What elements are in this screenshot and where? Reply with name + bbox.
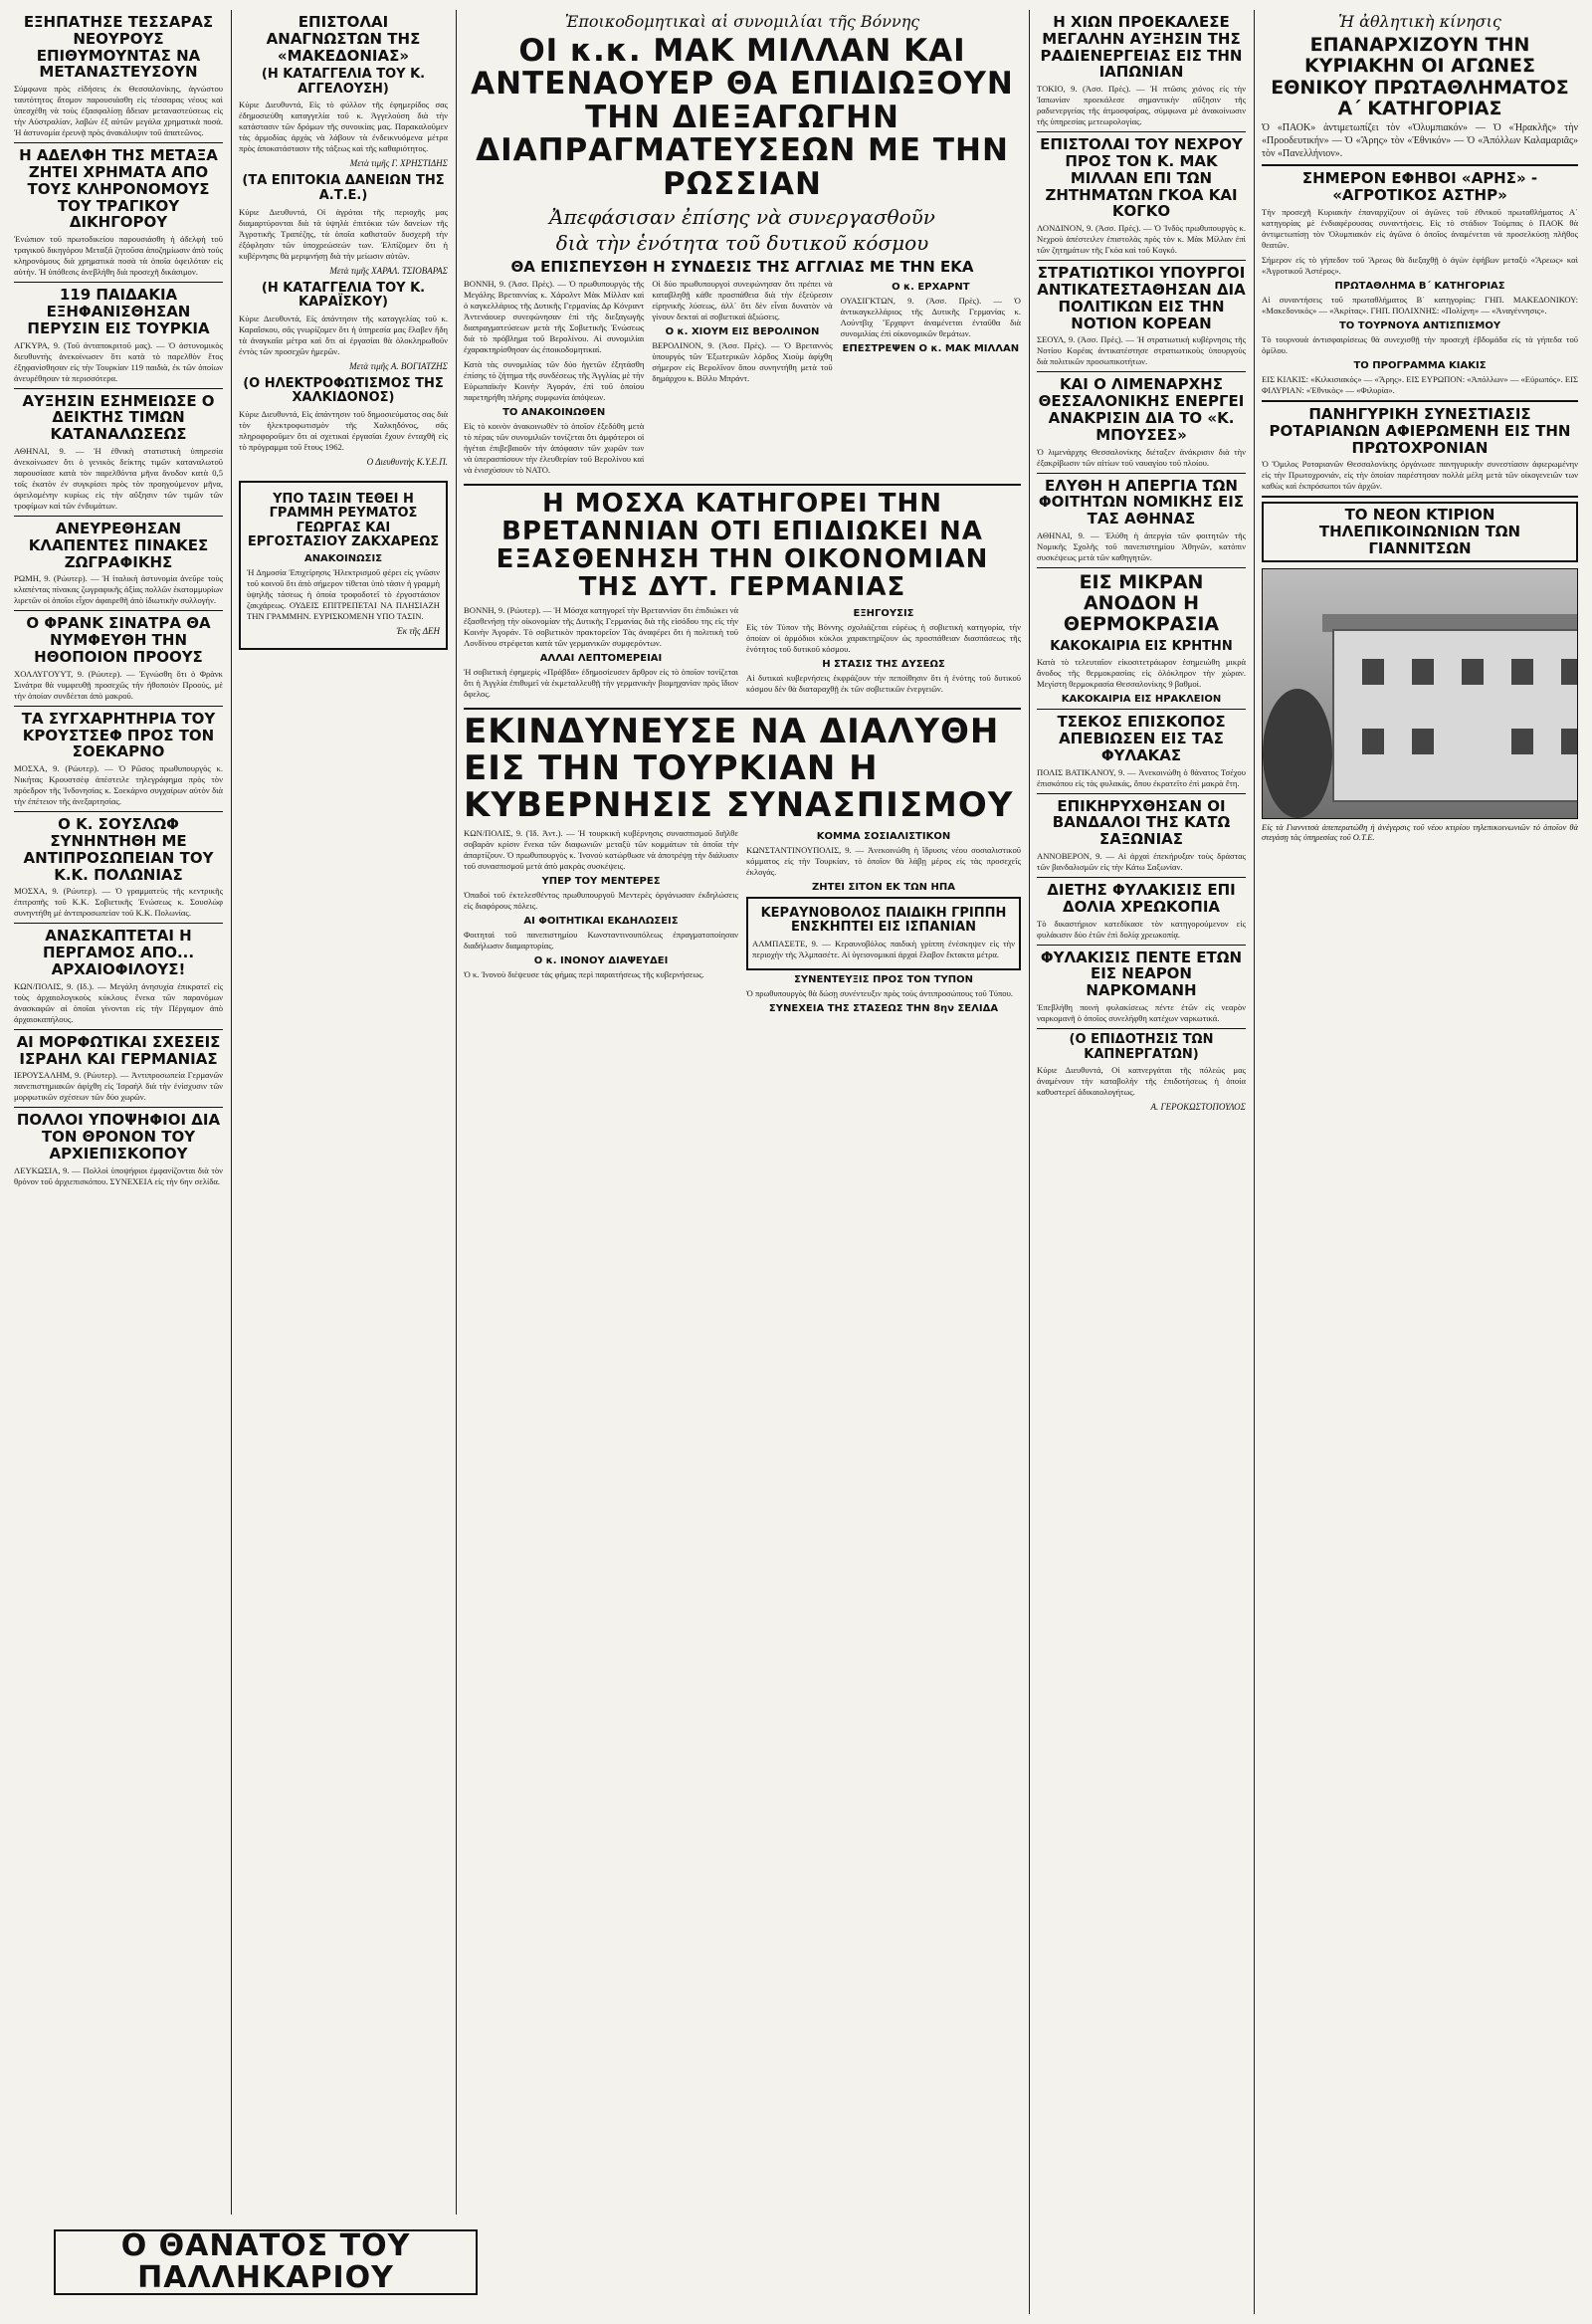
headline-children: 119 ΠΑΙΔΑΚΙΑ ΕΞΗΦΑΝΙΣΘΗΣΑΝ ΠΕΡΥΣΙΝ ΕΙΣ ΤΟΥΡΚΙΑ — [27, 286, 210, 337]
subhead-b-division: ΠΡΩΤΑΘΛΗΜΑ Β΄ ΚΑΤΗΓΟΡΙΑΣ — [1334, 281, 1505, 293]
article-czech-bishop: ΠΟΛΙΣ ΒΑΤΙΚΑΝΟΥ, 9. — Ἀνεκοινώθη ὁ θάνατος Τσέχου ἐπισκόπου εἰς τὰς φυλακάς, ὅπου ἐκρατεῖτο ἐπὶ μακρὰ ἔτη. — [1037, 766, 1246, 788]
subhead-heraklion: ΚΑΚΟΚΑΙΡΙΑ ΕΙΣ ΗΡΑΚΛΕΙΟΝ — [1061, 694, 1222, 706]
window — [1412, 729, 1434, 754]
turkey-article-7: Ὁ κ. Ἰνονοὺ διέψευσε τὰς φήμας περὶ παραιτήσεως τῆς κυβερνήσεως. — [464, 968, 704, 979]
divider — [1262, 496, 1578, 498]
subhead-returned: ΕΠΕΣΤΡΕΨΕΝ Ο κ. ΜΑΚ ΜΙΛΛΑΝ — [842, 343, 1020, 355]
subhead-angelousi: (Η ΚΑΤΑΓΓΕΛΙΑ ΤΟΥ Κ. ΑΓΓΕΛΟΥΣΗ) — [261, 67, 426, 97]
article-israel: ΙΕΡΟΥΣΑΛΗΜ, 9. (Ρώυτερ). — Ἀντιπροσωπεία Γερμανῶν πανεπιστημιακῶν ἀφίχθη εἰς Ἰσραὴλ διὰ τὴν ἐνίσχυσιν τῶν μορφωτικῶν σχέσεων τῶν δύο χωρῶν. — [14, 1070, 223, 1103]
newspaper-page — [14, 10, 1578, 2314]
subhead-erhard: Ο κ. ΕΡΧΑΡΝΤ — [892, 282, 970, 294]
article-archbishop: ΛΕΥΚΩΣΙΑ, 9. — Πολλοὶ ὑποψήφιοι ἐμφανίζονται διὰ τὸν θρόνον τοῦ ἀρχιεπισκόπου. ΣΥΝΕΧΕΙΑ εἰς τὴν 6ην σελίδα. — [14, 1164, 223, 1186]
subhead-tennis: ΤΟ ΤΟΥΡΝΟΥΑ ΑΝΤΙΣΠΙΣΜΟΥ — [1338, 320, 1501, 332]
headline-israel: ΑΙ ΜΟΡΦΩΤΙΚΑΙ ΣΧΕΣΕΙΣ ΙΣΡΑΗΛ ΚΑΙ ΓΕΡΜΑΝΙΑΣ — [16, 1032, 221, 1068]
subhead-kilkis: ΤΟ ΠΡΟΓΡΑΜΜΑ ΚΙΑΚΙΣ — [1353, 360, 1487, 372]
tree — [1263, 689, 1332, 818]
subhead-socialist: ΚΟΜΜΑ ΣΟΣΙΑΛΙΣΤΙΚΟΝ — [816, 830, 951, 842]
main-headline: ΟΙ κ.κ. ΜΑΚ ΜΙΛΛΑΝ ΚΑΙ ΑΝΤΕΝΑΟΥΕΡ ΘΑ ΕΠΙΔΙΩΞΟΥΝ ΤΗΝ ΔΙΕΞΑΓΩΓΗΝ ΔΙΑΠΡΑΓΜΑΤΕΥΣΕΩΝ ΜΕ ΤΗΝ ΡΩΣΣΙΑΝ — [471, 33, 1014, 202]
article-sinatra: ΧΟΛΛΥΓΟΥΥΤ, 9. (Ρώυτερ). — Ἐγνώσθη ὅτι ὁ Φρὰνκ Σινάτρα θὰ νυμφευθῇ προσεχῶς τὴν ἠθοποιὸν Προούς, μὲ τὴν ὁποίαν συνδέεται ἀπὸ μακροῦ. — [14, 668, 223, 701]
notice-text: Ἡ Δημοσία Ἐπιχείρησις Ἠλεκτρισμοῦ φέρει εἰς γνῶσιν τοῦ κοινοῦ ὅτι ἀπὸ σήμερον τίθεται ὑπὸ τάσιν ἡ γραμμὴ ὑψηλῆς τάσεως ἡ ὁποία τροφοδοτεῖ τὸ ἐργοστάσιον ζακχάρεως. ΟΥΔΕΙΣ ΕΠΙΤΡΕΠΕΤΑΙ ΝΑ ΠΛΗΣΙΑΖΗ ΤΗΝ ΓΡΑΜΜΗΝ. ΕΥΡΙΣΚΟΜΕΝΗ ΥΠΟ ΤΑΣΙΝ. — [247, 566, 440, 621]
turkey-col-a — [464, 828, 738, 1017]
headline-flu: ΚΕΡΑΥΝΟΒΟΛΟΣ ΠΑΙΔΙΚΗ ΓΡΙΠΠΗ ΕΝΣΚΗΠΤΕΙ ΕΙΣ ΙΣΠΑΝΙΑΝ — [760, 905, 1007, 936]
top-kicker: Ἐποικοδομητικαὶ αἱ συνομιλίαι τῆς Βόννης — [564, 12, 920, 31]
main-article-3: Εἰς τὸ κοινὸν ἀνακοινωθὲν τὸ ὁποῖον ἐξεδόθη μετὰ τὸ πέρας τῶν συνομιλιῶν τονίζεται ὅτι ἀμφότεροι οἱ ἡγέται ἐπιβεβαιοῦν τὴν ἀπόφασιν τῶν χωρῶν των νὰ ὑπερασπίσουν τὴν ἐλευθερίαν τοῦ Βερολίνου καὶ νὰ ἐνισχύσουν τὸ ΝΑΤΟ. — [464, 421, 645, 476]
divider — [464, 484, 1021, 486]
photo-telecom-building — [1262, 568, 1578, 819]
article-children: ΑΓΚΥΡΑ, 9. (Τοῦ ἀνταποκριτοῦ μας). — Ὁ ἀστυνομικὸς διευθυντὴς ἀνεκοίνωσεν ὅτι κατὰ τὸ παρελθὸν ἔτος ἐξηφανίσθησαν εἰς τὴν Τουρκίαν 119 παιδιὰ, ἐκ τῶν ὁποίων ἀνευρέθησαν τὰ περισσότερα. — [14, 339, 223, 383]
article-fixtures: Ὁ «ΠΑΟΚ» ἀντιμετωπίζει τὸν «Ὀλυμπιακόν» — Ὁ «Ἡρακλῆς» τὴν «Προοδευτικήν» — Ὁ «Ἄρης» τὸν «Ἐθνικόν» — Ὁ «Ἀπόλλων Καλαμαριᾶς» τὸν «Πανελλήνιον». — [1262, 122, 1578, 159]
letter-karaiskou: Κύριε Διευθυντά, Εἰς ἀπάντησιν τῆς καταγγελίας τοῦ κ. Καραΐσκου, σᾶς γνωρίζομεν ὅτι ἡ ὑπηρεσία μας ἔλαβεν ἤδη τὰ ἀναγκαῖα μέτρα καὶ ὅτι αἱ ἐργασίαι θὰ ὁλοκληρωθοῦν ἐντὸς τῶν προσεχῶν ἡμερῶν. — [239, 313, 448, 356]
article-nehru: ΛΟΝΔΙΝΟΝ, 9. (Ἀσσ. Πρὲς). — Ὁ Ἰνδὸς πρωθυπουργὸς κ. Νεχροὺ ἀπέστειλεν ἐπιστολὰς πρὸς τὸν κ. Μὰκ Μίλλαν ἐπὶ τῶν ζητημάτων τῆς Γκόα καὶ τοῦ Κογκό. — [1037, 223, 1246, 256]
window — [1462, 659, 1484, 685]
headline-nehru: ΕΠΙΣΤΟΛΑΙ ΤΟΥ ΝΕΧΡΟΥ ΠΡΟΣ ΤΟΝ Κ. ΜΑΚ ΜΙΛΛΑΝ ΕΠΙ ΤΩΝ ΖΗΤΗΜΑΤΩΝ ΓΚΟΑ ΚΑΙ ΚΟΓΚΟ — [1040, 135, 1243, 221]
window — [1561, 659, 1578, 685]
divider — [14, 811, 223, 812]
headline-tobacco-workers: (Ο ΕΠΙΔΟΤΗΣΙΣ ΤΩΝ ΚΑΠΝΕΡΓΑΤΩΝ) — [1069, 1032, 1214, 1062]
divider — [1037, 793, 1246, 794]
headline-rotarians: ΠΑΝΗΓΥΡΙΚΗ ΣΥΝΕΣΤΙΑΣΙΣ ΡΟΤΑΡΙΑΝΩΝ ΑΦΙΕΡΩΜΕΝΗ ΕΙΣ ΤΗΝ ΠΡΩΤΟΧΡΟΝΙΑΝ — [1269, 405, 1571, 457]
moscow-article-2: Εἰς τὸν Τύπον τῆς Βόννης σχολιάζεται εὐρέως ἡ σοβιετικὴ κατηγορία, τὴν ὁποίαν οἱ ἁρμόδιοι κύκλοι χαρακτηρίζουν ὡς προσπάθειαν διασπάσεως τῆς ἑνότητος τοῦ δυτικοῦ κόσμου. — [746, 622, 1021, 655]
headline-paintings: ΑΝΕΥΡΕΘΗΣΑΝ ΚΛΑΠΕΝΤΕΣ ΠΙΝΑΚΕΣ ΖΩΓΡΑΦΙΚΗΣ — [28, 519, 209, 571]
subhead-wheat: ΖΗΤΕΙ ΣΙΤΟΝ ΕΚ ΤΩΝ ΗΠΑ — [812, 881, 955, 893]
main-subhead-1: Ἀπεφάσισαν ἐπίσης νὰ συνεργασθοῦν — [549, 205, 935, 230]
divider — [14, 388, 223, 389]
main-article-4: Οἱ δύο πρωθυπουργοὶ συνεφώνησαν ὅτι πρέπει νὰ καταβληθῇ κάθε προσπάθεια διὰ τὴν ἐξεύρεσιν εἰρηνικῆς λύσεως, ἀλλ᾽ ὅτι δὲν εἶναι δυνατὸν νὰ γίνουν δεκταὶ αἱ σοβιετικαὶ ἀξιώσεις. — [652, 279, 833, 322]
headline-pallikari: Ο ΘΑΝΑΤΟΣ ΤΟΥ ΠΑΛΛΗΚΑΡΙΟΥ — [120, 2227, 411, 2295]
main-article-1: ΒΟΝΝΗ, 9. (Ἀσσ. Πρὲς). — Ὁ πρωθυπουργὸς τῆς Μεγάλης Βρεταννίας κ. Χάρολντ Μὰκ Μίλλαν καὶ ὁ καγκελλάριος τῆς Δυτικῆς Γερμανίας Δρ Κόνραντ Ἀντενάουερ συνεφώνησαν ἐπὶ τῆς διεξαγωγῆς διαπραγματεύσεων μετὰ τῆς Σοβιετικῆς Ἑνώσεως διὰ τὸ πρόβλημα τοῦ Βερολίνου. Αἱ συνομιλίαι ἐχαρακτηρίσθησαν ὡς ἐποικοδομητικαί. — [464, 279, 645, 355]
column-1 — [14, 10, 223, 2314]
signature: Μετὰ τιμῆς ΧΑΡΑΛ. ΤΣΙΟΒΑΡΑΣ — [329, 265, 448, 276]
headline-khrushchev: ΤΑ ΣΥΓΧΑΡΗΤΗΡΙΑ ΤΟΥ ΚΡΟΥΣΤΣΕΦ ΠΡΟΣ ΤΟΝ ΣΟΕΚΑΡΝΟ — [21, 709, 216, 761]
headline-price-index: ΑΥΞΗΣΙΝ ΕΣΗΜΕΙΩΣΕ Ο ΔΕΙΚΤΗΣ ΤΙΜΩΝ ΚΑΤΑΝΑΛΩΣΕΩΣ — [22, 391, 215, 444]
divider — [14, 282, 223, 283]
building-facade — [1332, 629, 1578, 802]
headline-telecom-building: ΤΟ ΝΕΟΝ ΚΤΙΡΙΟΝ ΤΗΛΕΠΙΚΟΙΝΩΝΙΩΝ ΤΩΝ ΓΙΑΝΝΙΤΣΩΝ — [1262, 502, 1578, 561]
divider — [1037, 473, 1246, 474]
article-rotarians: Ὁ Ὅμιλος Ροταριανῶν Θεσσαλονίκης ὀργάνωσε πανηγυρικὴν συνεστίασιν ἀφιερωμένην εἰς τὴν Πρωτοχρονιάν, εἰς τὴν ὁποίαν παρέστησαν πολλὰ μέλη μετὰ τῶν οἰκογενειῶν των καθὼς καὶ ἐκπρόσωποι τῶν ἀρχῶν. — [1262, 459, 1578, 492]
article-tobacco-workers: Κύριε Διευθυντά, Οἱ καπνεργάται τῆς πόλεώς μας ἀναμένουν τὴν καταβολὴν τῆς ἐπιδοτήσεως ἡ ὁποία καθυστερεῖ ἀδικαιολογήτως. — [1037, 1065, 1246, 1098]
headline-harbour-master: ΚΑΙ Ο ΛΙΜΕΝΑΡΧΗΣ ΘΕΣΣΑΛΟΝΙΚΗΣ ΕΝΕΡΓΕΙ ΑΝΑΚΡΙΣΙΝ ΔΙΑ ΤΟ «Κ. ΜΠΟΥΣΕΣ» — [1038, 375, 1245, 444]
divider — [1262, 164, 1578, 166]
subhead-electrification: (Ο ΗΛΕΚΤΡΟΦΩΤΙΣΜΟΣ ΤΗΣ ΧΑΛΚΙΔΟΝΟΣ) — [243, 375, 444, 406]
divider — [14, 923, 223, 924]
article-paintings: ΡΩΜΗ, 9. (Ρώυτερ). — Ἡ ἰταλικὴ ἀστυνομία ἀνεῦρε τοὺς κλαπέντας πίνακας ζωγραφικῆς ἀξίας πολλῶν ἑκατομμυρίων λιρετῶν οἱ ὁποῖοι εἶχον ἀφαιρεθῆ ἀπὸ ἰδιωτικὴν συλλογήν. — [14, 573, 223, 606]
divider — [1037, 567, 1246, 568]
article-championship: Τὴν προσεχῆ Κυριακὴν ἐπαναρχίζουν οἱ ἀγῶνες τοῦ ἐθνικοῦ πρωταθλήματος Α΄ κατηγορίας μὲ ἐνδιαφέρουσας συναντήσεις. Εἰς τὸ στάδιον Τούμπας ὁ ΠΑΟΚ θὰ ἀντιμετωπίσῃ τὸν Ὀλυμπιακὸν εἰς ἀγῶνα ὁ ὁποῖος ἀναμένεται νὰ προσελκύσῃ πλῆθος θεατῶν. — [1262, 207, 1578, 251]
letter-angelousi: Κύριε Διευθυντά, Εἰς τὸ φύλλον τῆς ἐφημερίδος σας ἐδημοσιεύθη καταγγελία τοῦ κ. Ἀγγελούση διὰ τὴν κατάστασιν τῶν δρόμων τῆς συνοικίας μας. Παρακαλοῦμεν τὰς ἁρμοδίας ἀρχὰς νὰ λάβουν τὰ ἐνδεικνυόμενα μέτρα πρὸς ἀποκατάστασιν τῆς τάξεως καὶ τῆς καθαριότητος. — [239, 100, 448, 154]
article-metaxa: Ἐνώπιον τοῦ πρωτοδικείου παρουσιάσθη ἡ ἀδελφὴ τοῦ τραγικοῦ δικηγόρου Μεταξᾶ ζητοῦσα ἀποζημίωσιν ἀπὸ τοὺς κληρονόμους διὰ χρηματικὰ ποσὰ τὰ ὁποῖα ὀφειλόταν εἰς αὐτήν. Ἡ ὑπόθεσις ἀνεβλήθη διὰ προσεχῆ δικάσιμον. — [14, 234, 223, 278]
box-death-pallikari — [54, 2229, 478, 2295]
article-suslov: ΜΟΣΧΑ, 9. (Ρώυτερ). — Ὁ γραμματεὺς τῆς κεντρικῆς ἐπιτροπῆς τοῦ Κ.Κ. Σοβιετικῆς Ἑνώσεως κ. Σουσλὼφ συνηντήθη μὲ ἀντιπροσωπείαν τοῦ Κ.Κ. Πολωνίας. — [14, 886, 223, 919]
divider — [1037, 1028, 1246, 1029]
moscow-article-4: Αἱ δυτικαὶ κυβερνήσεις ἐκφράζουν τὴν πεποίθησιν ὅτι ἡ ἑνότης τοῦ δυτικοῦ κόσμου δὲν θὰ διαταραχθῇ ἐκ τῶν σοβιετικῶν ἐνεργειῶν. — [746, 673, 1021, 695]
sports-kicker: Ἡ ἀθλητικὴ κίνησις — [1338, 12, 1501, 31]
column-sports — [1262, 10, 1578, 2314]
headline-bankruptcy: ΔΙΕΤΗΣ ΦΥΛΑΚΙΣΙΣ ΕΠΙ ΔΟΛΙΑ ΧΡΕΩΚΟΠΙΑ — [1047, 881, 1236, 916]
divider — [1037, 260, 1246, 261]
divider — [14, 610, 223, 611]
window — [1561, 729, 1578, 754]
signature: Ο Διευθυντὴς Κ.Υ.Ε.Π. — [366, 456, 448, 467]
subhead-home: Ο κ. ΧΙΟΥΜ ΕΙΣ ΒΕΡΟΛΙΝΟΝ — [665, 326, 820, 338]
letter-electrification: Κύριε Διευθυντά, Εἰς ἀπάντησιν τοῦ δημοσιεύματος σας διὰ τὸν ἠλεκτροφωτισμὸν τῆς Χαλκηδόνος, σᾶς πληροφοροῦμεν ὅτι αἱ σχετικαὶ ἐργασίαι ἔχουν ἐνταχθῆ εἰς τὸ πρόγραμμα τοῦ ἔτους 1962. — [239, 408, 448, 452]
box-power-line-notice — [239, 481, 448, 650]
headline-czech-bishop: ΤΣΕΚΟΣ ΕΠΙΣΚΟΠΟΣ ΑΠΕΒΙΩΣΕΝ ΕΙΣ ΤΑΣ ΦΥΛΑΚΑΣ — [1057, 713, 1226, 764]
divider — [14, 1029, 223, 1030]
turkey-article-3: Ὀπαδοὶ τοῦ ἐκτελεσθέντος πρωθυπουργοῦ Μεντερὲς ὀργάνωσαν ἐκδηλώσεις εἰς διαφόρους πόλεις. — [464, 889, 738, 911]
article-ephebes: Σήμερον εἰς τὸ γήπεδον τοῦ Ἄρεως θὰ διεξαχθῇ ὁ ἀγὼν ἐφήβων μεταξὺ «Ἄρεως» καὶ «Ἀγροτικοῦ Ἀστέρος». — [1262, 255, 1578, 277]
headline-pergamon: ΑΝΑΣΚΑΠΤΕΤΑΙ Η ΠΕΡΓΑΜΟΣ ΑΠΟ... ΑΡΧΑΙΟΦΙΛΟΥΣ! — [42, 927, 195, 978]
headline-archbishop: ΠΟΛΛΟΙ ΥΠΟΨΗΦΙΟΙ ΔΙΑ ΤΟΝ ΘΡΟΝΟΝ ΤΟΥ ΑΡΧΙΕΠΙΣΚΟΠΟΥ — [16, 1111, 221, 1162]
column-rule — [231, 10, 232, 2215]
main-col-b — [652, 279, 832, 480]
divider — [14, 1107, 223, 1108]
notice-signature: Ἐκ τῆς ΔΕΗ — [396, 625, 440, 636]
article-law-strike: ΑΘΗΝΑΙ, 9. — Ἐλύθη ἡ ἀπεργία τῶν φοιτητῶν τῆς Νομικῆς Σχολῆς τοῦ πανεπιστημίου Ἀθηνῶν, κατόπιν συσκέψεως μετὰ τῶν καθηγητῶν. — [1037, 529, 1246, 562]
continued-note: ΣΥΝΕΧΕΙΑ ΤΗΣ ΣΤΑΣΕΩΣ ΤΗΝ 8ην ΣΕΛΙΔΑ — [768, 1002, 999, 1014]
window — [1362, 659, 1384, 685]
subhead-interview: ΣΥΝΕΝΤΕΥΞΙΣ ΠΡΟΣ ΤΟΝ ΤΥΠΟΝ — [794, 973, 973, 985]
window — [1412, 659, 1434, 685]
article-tennis: Τὸ τουρνουὰ ἀντισφαιρίσεως θὰ συνεχισθῇ τὴν προσεχῆ ἑβδομάδα εἰς τὰ γήπεδα τοῦ ὁμίλου. — [1262, 334, 1578, 356]
divider — [1037, 877, 1246, 878]
subhead-students: ΑΙ ΦΟΙΤΗΤΙΚΑΙ ΕΚΔΗΛΩΣΕΙΣ — [523, 915, 679, 927]
turkey-article-4: Φοιτηταὶ τοῦ πανεπιστημίου Κωνσταντινουπόλεως ἐπραγματοποίησαν διαδήλωσιν διαμαρτυρίας. — [464, 929, 738, 951]
main-story — [464, 10, 1021, 2314]
subhead-karaiskou: (Η ΚΑΤΑΓΓΕΛΙΑ ΤΟΥ Κ. ΚΑΡΑΪΣΚΟΥ) — [261, 280, 426, 311]
main-article-2: Κατὰ τὰς συνομιλίας τῶν δύο ἡγετῶν ἐξητάσθη ἐπίσης τὸ ζήτημα τῆς συνδέσεως τῆς Ἀγγλίας μὲ τὴν Εὐρωπαϊκὴν Κοινὴν Ἀγοράν, ἐπὶ τοῦ ὁποίου παρετηρήθη πλήρης συμφωνία ἀπόψεων. — [464, 359, 645, 403]
signature: Μετὰ τιμῆς Α. ΒΟΓΙΑΤΖΗΣ — [349, 360, 448, 371]
headline-vandals: ΕΠΙΚΗΡΥΧΘΗΣΑΝ ΟΙ ΒΑΝΔΑΛΟΙ ΤΗΣ ΚΑΤΩ ΣΑΞΩΝΙΑΣ — [1052, 796, 1231, 849]
divider — [1262, 400, 1578, 402]
moscow-body-columns — [464, 605, 1021, 704]
article-b-division: Αἱ συναντήσεις τοῦ πρωταθλήματος Β΄ κατηγορίας: ΓΗΠ. ΜΑΚΕΔΟΝΙΚΟΥ: «Μακεδονικὸς» — «Ἀκρίτας». ΓΗΠ. ΠΟΛΙΧΝΗΣ: «Πολίχνη» — «Ἀναγέννησις». — [1262, 295, 1578, 317]
box-flu — [746, 897, 1021, 970]
article-vandals: ΑΝΝΟΒΕΡΟΝ, 9. — Αἱ ἀρχαὶ ἐπεκήρυξαν τοὺς δράστας τῶν βανδαλισμῶν εἰς τὴν Κάτω Σαξωνίαν. — [1037, 851, 1246, 873]
headline-drug-addict: ΦΥΛΑΚΙΣΙΣ ΠΕΝΤΕ ΕΤΩΝ ΕΙΣ ΝΕΑΡΟΝ ΝΑΡΚΟΜΑΝΗ — [1040, 948, 1243, 1000]
headline-championship: ΕΠΑΝΑΡΧΙΖΟΥΝ ΤΗΝ ΚΥΡΙΑΚΗΝ ΟΙ ΑΓΩΝΕΣ ΕΘΝΙΚΟΥ ΠΡΩΤΑΘΛΗΜΑΤΟΣ Α΄ ΚΑΤΗΓΟΡΙΑΣ — [1271, 34, 1569, 119]
column-rule — [1029, 10, 1030, 2314]
headline-temperature: ΕΙΣ ΜΙΚΡΑΝ ΑΝΟΔΟΝ Η ΘΕΡΜΟΚΡΑΣΙΑ — [1063, 570, 1220, 636]
moscow-col-b — [746, 605, 1021, 704]
window — [1511, 729, 1533, 754]
headline-metaxa: Η ΑΔΕΛΦΗ ΤΗΣ ΜΕΤΑΞΑ ΖΗΤΕΙ ΧΡΗΜΑΤΑ ΑΠΟ ΤΟΥΣ ΚΛΗΡΟΝΟΜΟΥΣ ΤΟΥ ΤΡΑΓΙΚΟΥ ΔΙΚΗΓΟΡΟΥ — [19, 146, 218, 232]
article-price-index: ΑΘΗΝΑΙ, 9. — Ἡ ἐθνικὴ στατιστικὴ ὑπηρεσία ἀνεκοίνωσεν ὅτι ὁ γενικὸς δείκτης τιμῶν καταναλωτοῦ παρουσίασε κατὰ τὸν παρελθόντα μῆνα ἄνοδον κατὰ 0,5 τοῖς ἑκατὸν ἐν συγκρίσει πρὸς τὸν προηγούμενον μῆνα, ὀφειλομένην κυρίως εἰς τὴν αὔξησιν τῶν τιμῶν τῶν τροφίμων καὶ τῶν ἐνδυμάτων. — [14, 445, 223, 511]
turkey-article-6: Ὁ πρωθυπουργὸς θὰ δώσῃ συνέντευξιν πρὸς τοὺς ἀντιπροσώπους τοῦ Τύπου. — [746, 987, 1014, 998]
article-pergamon: ΚΩΝ/ΠΟΛΙΣ, 9. (Ιδ.). — Μεγάλη ἀνησυχία ἐπικρατεῖ εἰς τοὺς ἀρχαιολογικοὺς κύκλους ἕνεκα τῶν παρανόμων ἀνασκαφῶν αἱ ὁποῖαι γίνονται εἰς τὴν Πέργαμον ἀπὸ ἀρχαιοκαπήλους. — [14, 980, 223, 1024]
article-khrushchev: ΜΟΣΧΑ, 9. (Ρώυτερ). — Ὁ Ρῶσος πρωθυπουργὸς κ. Νικήτας Κρουστσὲφ ἀπέστειλε τηλεγράφημα πρὸς τὸν πρόεδρον τῆς Ἰνδονησίας κ. Σοεκάρνο συγχαίρων αὐτὸν διὰ τὴν ἐπέτειον τῆς ἀνεξαρτησίας. — [14, 763, 223, 807]
headline-emigrants: ΕΞΗΠΑΤΗΣΕ ΤΕΣΣΑΡΑΣ ΝΕΟΥΡΟΥΣ ΕΠΙΘΥΜΟΥΝΤΑΣ ΝΑ ΜΕΤΑΝΑΣΤΕΥΣΟΥΝ — [23, 13, 214, 82]
headline-ephebes: ΣΗΜΕΡΟΝ ΕΦΗΒΟΙ «ΑΡΗΣ» - «ΑΓΡΟΤΙΚΟΣ ΑΣΤΗΡ» — [1301, 169, 1538, 205]
headline-snow-radiation: Η ΧΙΩΝ ΠΡΟΕΚΑΛΕΣΕ ΜΕΓΑΛΗΝ ΑΥΞΗΣΙΝ ΤΗΣ ΡΑΔΙΕΝΕΡΓΕΙΑΣ ΕΙΣ ΤΗΝ ΙΑΠΩΝΙΑΝ — [1040, 13, 1243, 82]
divider — [14, 516, 223, 517]
photo-caption: Εἰς τὰ Γιαννιτσὰ ἀπεπερατώθη ἡ ἀνέγερσις τοῦ νέου κτιρίου τηλεπικοινωνιῶν τὸ ὁποῖον θὰ στεγάσῃ τὰς ὑπηρεσίας τοῦ Ο.Τ.Ε. — [1262, 821, 1578, 843]
subhead-loans: (ΤΑ ΕΠΙΤΟΚΙΑ ΔΑΝΕΙΩΝ ΤΗΣ Α.Τ.Ε.) — [242, 173, 445, 204]
main-subhead-3: ΘΑ ΕΠΙΣΠΕΥΣΘΗ Η ΣΥΝΔΕΣΙΣ ΤΗΣ ΑΓΓΛΙΑΣ ΜΕ ΤΗΝ ΕΚΑ — [510, 258, 974, 277]
article-harbour-master: Ὁ λιμενάρχης Θεσσαλονίκης διέταξεν ἀνάκρισιν διὰ τὴν ἐξακρίβωσιν τῶν αἰτίων τοῦ ναυαγίου τοῦ πλοίου. — [1037, 446, 1246, 468]
subhead-crete: ΚΑΚΟΚΑΙΡΙΑ ΕΙΣ ΚΡΗΤΗΝ — [1050, 638, 1233, 654]
article-snow-radiation: ΤΟΚΙΟ, 9. (Ἀσσ. Πρὲς). — Ἡ πτῶσις χιόνος εἰς τὴν Ἰαπωνίαν προεκάλεσε σημαντικὴν αὔξησιν τῆς ραδιενεργείας τῆς ἀτμοσφαίρας, σύμφωνα μὲ ἀνακοίνωσιν τῆς ὑπηρεσίας μετεωρολογίας. — [1037, 84, 1246, 127]
letter-loans: Κύριε Διευθυντά, Οἱ ἀγρόται τῆς περιοχῆς μας διαμαρτύρονται διὰ τὰ ὑψηλὰ ἐπιτόκια τῶν δανείων τῆς Ἀγροτικῆς Τραπέζης, τὰ ὁποῖα καθιστοῦν δυσχερῆ τὴν ἐξόφλησιν τῶν ὑποχρεώσεών των. Ἐλπίζομεν ὅτι ἡ κυβέρνησις θὰ μεριμνήσῃ διὰ τὴν μείωσιν αὐτῶν. — [239, 206, 448, 261]
column-2 — [239, 10, 448, 2210]
divider — [1037, 945, 1246, 946]
window — [1362, 729, 1384, 754]
headline-suslov: Ο Κ. ΣΟΥΣΛΩΦ ΣΥΝΗΝΤΗΘΗ ΜΕ ΑΝΤΙΠΡΟΣΩΠΕΙΑΝ ΤΟΥ Κ.Κ. ΠΟΛΩΝΙΑΣ — [23, 815, 214, 884]
article-emigrants: Σύμφωνα πρὸς εἰδήσεις ἐκ Θεσσαλονίκης, ἀγνώστου ταυτότητος ἄτομον παρουσιάσθη εἰς τέσσαρας νέους καὶ ὑπεσχέθη νὰ τοὺς ἐξασφαλίσῃ ἄδειαν μεταναστεύσεως εἰς τὴν Αὐστραλίαν, λαβὼν ἐξ αὐτῶν μεγάλα χρηματικὰ ποσά. Ἡ ἀστυνομία ἐρευνᾷ πρὸς ἀνακάλυψιν τοῦ ἀπατεῶνος. — [14, 84, 223, 138]
article-kilkis: ΕΙΣ ΚΙΛΚΙΣ: «Κιλκισιακὸς» — «Ἄρης». ΕΙΣ ΕΥΡΩΠΟΝ: «Ἀπόλλων» — «Εὐρωπός». ΕΙΣ ΦΙΛΥΡΙΑΝ: «Ἐθνικὸς» — «Φιλυρία». — [1262, 374, 1578, 396]
main-body-columns — [464, 279, 1021, 480]
subhead-explanation: ΕΞΗΓΟΥΣΙΣ — [853, 608, 914, 620]
divider — [1037, 709, 1246, 710]
subhead-menderes: ΥΠΕΡ ΤΟΥ ΜΕΝΤΕΡΕΣ — [541, 875, 661, 887]
subhead-west-stance: Η ΣΤΑΣΙΣ ΤΗΣ ΔΥΣΕΩΣ — [822, 659, 945, 671]
divider — [14, 706, 223, 707]
divider — [464, 708, 1021, 710]
signature: Μετὰ τιμῆς Γ. ΧΡΗΣΤΙΔΗΣ — [349, 158, 448, 169]
turkey-article-2: ΚΩΝΣΤΑΝΤΙΝΟΥΠΟΛΙΣ, 9. — Ἀνεκοινώθη ἡ ἵδρυσις νέου σοσιαλιστικοῦ κόμματος εἰς τὴν Τουρκίαν, τὸ ὁποῖον θὰ λάβῃ μέρος εἰς τὰς προσεχεῖς ἐκλογάς. — [746, 844, 1021, 877]
main-subhead-2: διὰ τὴν ἑνότητα τοῦ δυτικοῦ κόσμου — [555, 231, 929, 256]
divider — [1037, 371, 1246, 372]
divider — [14, 142, 223, 143]
main-article-5: ΒΕΡΟΛΙΝΟΝ, 9. (Ἀσσ. Πρὲς). — Ὁ Βρεταννὸς ὑπουργὸς τῶν Ἐξωτερικῶν λόρδος Χιοὺμ ἀφίχθη σήμερον εἰς Βερολῖνον ὅπου συνηντήθη μετὰ τοῦ δημάρχου κ. Βίλλυ Μπράντ. — [652, 340, 833, 384]
article-temperature: Κατὰ τὸ τελευταῖον εἰκοσιτετράωρον ἐσημειώθη μικρὰ ἄνοδος τῆς θερμοκρασίας εἰς ὁλόκληρον τὴν χώραν. Μεγίστη θερμοκρασία Θεσσαλονίκης 9 βαθμοί. — [1037, 657, 1246, 690]
divider — [1037, 131, 1246, 132]
headline-law-strike: ΕΛΥΘΗ Η ΑΠΕΡΓΙΑ ΤΩΝ ΦΟΙΤΗΤΩΝ ΝΟΜΙΚΗΣ ΕΙΣ ΤΑΣ ΑΘΗΝΑΣ — [1038, 476, 1245, 528]
article-bankruptcy: Τὸ δικαστήριον κατεδίκασε τὸν κατηγορούμενον εἰς φυλάκισιν δύο ἐτῶν ἐπὶ δολίᾳ χρεωκοπίᾳ. — [1037, 918, 1246, 940]
article-drug-addict: Ἐπεβλήθη ποινὴ φυλακίσεως πέντε ἐτῶν εἰς νεαρὸν ναρκομανῆ ὁ ὁποῖος συνελήφθη κατέχων ναρκωτικά. — [1037, 1002, 1246, 1024]
turkey-body-columns — [464, 828, 1021, 1017]
article-korea: ΣΕΟΥΛ, 9. (Ἀσσ. Πρὲς). — Ἡ στρατιωτικὴ κυβέρνησις τῆς Νοτίου Κορέας ἀντικατέστησε στρατιωτικοὺς ὑπουργοὺς διὰ πολιτικῶν προσωπικοτήτων. — [1037, 334, 1246, 367]
headline-turkey-coalition: ΕΚΙΝΔΥΝΕΥΣΕ ΝΑ ΔΙΑΛΥΘΗ ΕΙΣ ΤΗΝ ΤΟΥΡΚΙΑΝ Η ΚΥΒΕΡΝΗΣΙΣ ΣΥΝΑΣΠΙΣΜΟΥ — [464, 712, 1014, 825]
turkey-col-b — [746, 828, 1021, 1017]
window — [1511, 659, 1533, 685]
column-rule — [456, 10, 457, 2215]
signature: Α. ΓΕΡΟΚΩΣΤΟΠΟΥΛΟΣ — [1150, 1102, 1246, 1113]
turkey-article-1: ΚΩΝ/ΠΟΛΙΣ, 9. (Ἰδ. Ἀντ.). — Ἡ τουρκικὴ κυβέρνησις συνασπισμοῦ διῆλθε σοβαρὰν κρίσιν ἕνεκα τῶν διαφωνιῶν μεταξὺ τῶν κομμάτων τὰ ὁποῖα τὴν ἀπαρτίζουν. Ὁ πρωθυπουργὸς κ. Ἰνονοὺ κατώρθωσε νὰ ἀποτρέψῃ τὴν διάλυσιν τοῦ συνασπισμοῦ μετὰ ἀπὸ μακρὰς συσκέψεις. — [464, 827, 738, 871]
notice-label: ΑΝΑΚΟΙΝΩΣΙΣ — [303, 552, 383, 564]
headline-sinatra: Ο ΦΡΑΝΚ ΣΙΝΑΤΡΑ ΘΑ ΝΥΜΦΕΥΘΗ ΤΗΝ ΗΘΟΠΟΙΟΝ ΠΡΟΟΥΣ — [26, 614, 211, 666]
headline-power-line: ΥΠΟ ΤΑΣΙΝ ΤΕΘΕΙ Η ΓΡΑΜΜΗ ΡΕΥΜΑΤΟΣ ΓΕΩΡΓΑΣ ΚΑΙ ΕΡΓΟΣΤΑΣΙΟΥ ΖΑΚΧΑΡΕΩΣ — [247, 491, 440, 550]
headline-moscow-accuses: Η ΜΟΣΧΑ ΚΑΤΗΓΟΡΕΙ ΤΗΝ ΒΡΕΤΑΝΝΙΑΝ ΟΤΙ ΕΠΙΔΙΩΚΕΙ ΝΑ ΕΞΑΣΘΕΝΗΣΗ ΤΗΝ ΟΙΚΟΝΟΜΙΑΝ ΤΗΣ ΔΥΤ. ΓΕΡΜΑΝΙΑΣ — [496, 489, 989, 603]
flu-article: ΑΛΜΠΑΣΕΤΕ, 9. — Κεραυνοβόλος παιδικὴ γρίππη ἐνέσκηψεν εἰς τὴν περιοχὴν τῆς Ἀλμπασέτε. Αἱ ὑγειονομικαὶ ἀρχαὶ ἔλαβον ἔκτακτα μέτρα. — [752, 938, 1015, 959]
moscow-article-3: Ἡ σοβιετικὴ ἐφημερὶς «Πράβδα» ἐδημοσίευσεν ἄρθρον εἰς τὸ ὁποῖον τονίζεται ὅτι ἡ Ἀγγλία ἐπιθυμεῖ νὰ ἐκμεταλλευθῇ τὴν γερμανικὴν βιομηχανίαν πρὸς ἴδιον ὄφελος. — [464, 667, 738, 700]
subhead-inonu: Ο κ. ΙΝΟΝΟΥ ΔΙΑΨΕΥΔΕΙ — [533, 954, 669, 966]
main-col-a — [464, 279, 644, 480]
subhead-details: ΑΛΛΑΙ ΛΕΠΤΟΜΕΡΕΙΑΙ — [539, 653, 663, 665]
headline-korea: ΣΤΡΑΤΙΩΤΙΚΟΙ ΥΠΟΥΡΓΟΙ ΑΝΤΙΚΑΤΕΣΤΑΘΗΣΑΝ ΔΙΑ ΠΟΛΙΤΙΚΩΝ ΕΙΣ ΤΗΝ ΝΟΤΙΟΝ ΚΟΡΕΑΝ — [1037, 264, 1246, 332]
moscow-article-1: ΒΟΝΝΗ, 9. (Ρώυτερ). — Ἡ Μόσχα κατηγορεῖ τὴν Βρεταννίαν ὅτι ἐπιδιώκει νὰ ἐξασθενήσῃ τὴν οἰκονομίαν τῆς Δυτικῆς Γερμανίας διὰ τῆς εἰσόδου της εἰς τὴν Κοινὴν Ἀγοράν. Τὸ σοβιετικὸν πρακτορεῖον Τὰς ἀναφέρει ὅτι ἡ πολιτικὴ τοῦ Λονδίνου στρέφεται κατὰ τῶν γερμανικῶν συμφερόντων. — [464, 605, 738, 649]
subhead-communique: ΤΟ ΑΝΑΚΟΙΝΩΘΕΝ — [502, 407, 606, 419]
main-article-6: ΟΥΑΣΙΓΚΤΩΝ, 9. (Ἀσσ. Πρὲς). — Ὁ ἀντικαγκελλάριος τῆς Δυτικῆς Γερμανίας κ. Λούντβιχ Ἔρχαρντ ἀναμένεται ἐνταῦθα διὰ συνομιλίας ἐπὶ οἰκονομικῶν θεμάτων. — [840, 296, 1021, 339]
moscow-col-a — [464, 605, 738, 704]
column-4 — [1037, 10, 1246, 2314]
headline-letters: ΕΠΙΣΤΟΛΑΙ ΑΝΑΓΝΩΣΤΩΝ ΤΗΣ «ΜΑΚΕΔΟΝΙΑΣ» — [266, 13, 421, 65]
main-col-c — [841, 279, 1021, 480]
column-rule — [1254, 10, 1255, 2314]
